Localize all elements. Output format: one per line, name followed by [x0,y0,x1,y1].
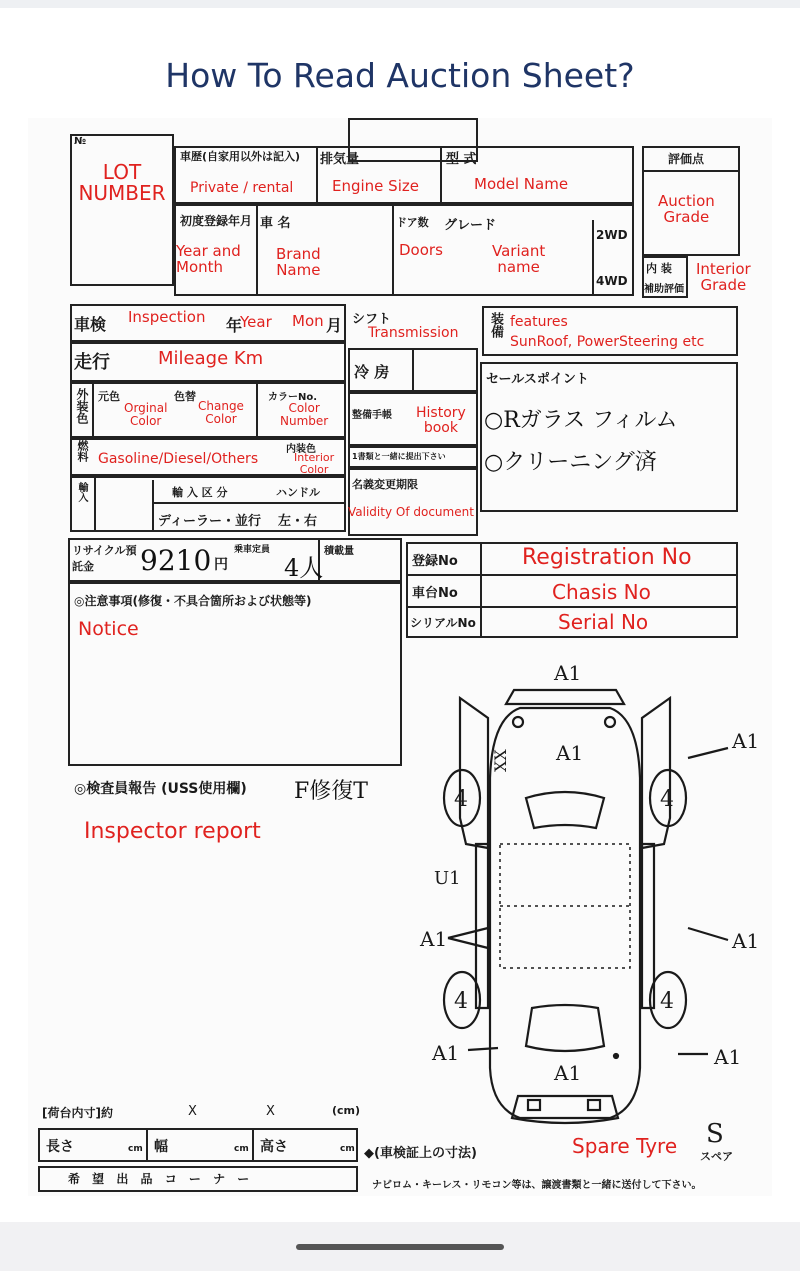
mark-a1-right-front: A1 [732,729,760,753]
original-color-jp: 元色 [98,390,120,403]
page-title: How To Read Auction Sheet? [165,56,635,95]
interior-color-jp: 内装色 [286,444,316,455]
grade-box-jp: 評価点 [668,152,705,166]
dimensions-box [38,1128,358,1162]
year-jp: 年 [226,316,243,335]
wish-jp: 希 望 出 品 コ ー ナ ー [68,1172,254,1186]
tyre-mark-rl: 4 [454,989,468,1014]
chassis-no-label: Chasis No [552,580,651,604]
model-jp: 型 式 [446,152,477,167]
features-label: features SunRoof, PowerSteering etc [510,314,705,351]
no-label: № [74,136,87,147]
brand-name-label: Brand Name [276,245,321,279]
shift-jp: シフト [352,312,392,327]
home-gesture-handle[interactable] [296,1244,504,1250]
variant-name-label: Variant name [492,242,546,276]
serial-no-label: Serial No [558,610,649,634]
inspector-handwriting: F修復T [294,779,368,804]
status-bar-strip [0,0,800,8]
shaken-note-jp: ◆(車検証上の寸法) [364,1146,477,1161]
serial-jp: シリアルNo [410,616,476,630]
mark-a1-top: A1 [554,661,582,685]
import-type-jp: 輸 入 区 分 [172,486,228,499]
auction-sheet-scan [28,118,772,1196]
doors-jp: ドア数 [396,216,429,229]
four-wd-label: 4WD [596,274,628,288]
dealer-jp: ディーラー・並行 [158,514,261,529]
mark-a1-hood: A1 [556,741,584,765]
color-jp: 外装色 [75,388,89,424]
footer-cm: (cm) [332,1104,361,1117]
inspector-jp: ◎検査員報告 (USS使用欄) [74,781,247,797]
first-reg-jp: 初度登録年月 [180,214,253,228]
notice-jp: ◎注意事項(修復・不具合箇所および状態等) [74,594,312,608]
cm-2: cm [234,1144,249,1154]
windshield-shape [526,792,604,828]
car-name-jp: 車 名 [260,216,291,231]
validity-label: Validity Of document [348,505,474,519]
month-label: Mon [292,312,324,330]
cm-3: cm [340,1144,355,1154]
color-no-jp: カラーNo. [268,392,318,403]
inspector-report-label: Inspector report [84,819,261,844]
fuel-jp: 燃料 [76,440,89,462]
width-jp: 幅 [154,1139,168,1155]
color-change-jp: 色替 [174,390,196,403]
recycle-value: 9210 [140,544,212,577]
transmission-box [348,118,478,162]
doors-label: Doors [399,241,443,259]
front-bumper-shape [506,690,624,704]
cargo-jp: [荷台内寸]約 [42,1106,113,1120]
selling-points-jp: セールスポイント [486,372,589,387]
features-jp: 装備 [488,312,503,338]
reg-no-jp: 登録No [412,554,458,569]
lot-number-box [70,134,174,286]
registration-no-label: Registration No [522,545,692,570]
interior-eval-jp: 補助評価 [644,284,684,295]
spare-tyre-label: Spare Tyre [572,1134,678,1158]
x-marks: XX [491,749,510,772]
handle-lr-jp: 左・右 [278,514,318,529]
month-jp: 月 [326,316,343,335]
aircon-jp: 冷 房 [354,363,390,381]
footer-x1: X [188,1104,197,1119]
capacity-jp: 乗車定員 [234,545,271,555]
tyre-mark-rr: 4 [660,989,674,1014]
notice-box [68,582,402,766]
private-rental-label: Private / rental [190,180,294,196]
original-color-label: Orginal Color [124,401,168,428]
year-label: Year [240,313,272,331]
mileage-jp: 走行 [74,352,110,373]
maintenance-jp: 整備手帳 [352,410,392,421]
height-jp: 高さ [260,1139,288,1155]
cm-1: cm [128,1144,143,1154]
history-jp: 車歴(自家用以外は記入) [180,150,301,163]
load-jp: 積載量 [324,546,354,557]
mark-a1-right-rear: A1 [714,1045,742,1069]
fuel-label: Gasoline/Diesel/Others [98,451,259,467]
left-side-panel [476,844,488,1008]
notice-label: Notice [78,618,139,640]
two-wd-label: 2WD [596,228,628,242]
navi-jp: ナビロム・キーレス・リモコン等は、譲渡書類と一緒に送付して下さい。 [372,1180,702,1191]
s-mark: S [706,1119,724,1149]
change-color-label: Change Color [198,399,244,426]
model-name-label: Model Name [474,175,569,193]
yen-jp: 円 [214,557,228,573]
lot-number-label: LOT NUMBER [78,160,166,205]
length-jp: 長さ [46,1139,74,1155]
tyre-mark-fl: 4 [454,787,468,812]
year-month-label: Year and Month [176,242,241,276]
rear-glass-shape [526,1005,604,1051]
mileage-label: Mileage Km [158,348,264,369]
interior-grade-label: Interior Grade [696,260,751,294]
mark-a1-left-rear: A1 [432,1041,460,1065]
mark-a1-rear: A1 [554,1061,582,1085]
inspection-label: Inspection [128,308,206,326]
transmission-label: Transmission [368,325,459,341]
footer-x2: X [266,1104,275,1119]
u1-mark: U1 [434,868,461,889]
shaken-jp: 車検 [74,315,107,334]
chassis-jp: 車台No [412,586,458,601]
grade-jp: グレード [444,218,497,233]
selling-points-handwriting: ○Rガラス フィルム ○クリーニング済 [484,408,678,475]
car-damage-diagram [388,648,772,1168]
handle-jp: ハンドル [276,486,320,499]
import-jp: 輸入 [76,482,87,502]
right-side-panel [642,844,654,1008]
doc-expiry-jp: 名義変更期限 [352,478,418,491]
engine-size-label: Engine Size [332,177,419,195]
interior-jp: 内 装 [646,262,672,275]
color-number-label: Color Number [280,401,329,428]
spare-jp: スペア [700,1150,733,1163]
displacement-jp: 排気量 [320,152,360,167]
tyre-mark-fr: 4 [660,787,674,812]
recycle-jp: リサイクル預託金 [72,544,137,573]
note-jp: 1書類と一緒に提出下さい [352,452,446,461]
auction-grade-label: Auction Grade [658,192,715,226]
interior-color-label: Interior Color [294,451,335,476]
capacity-value: 4人 [284,554,324,582]
mark-a1-left-side: A1 [420,927,448,951]
history-book-label: History book [416,405,466,436]
mark-a1-right-side: A1 [732,929,760,953]
